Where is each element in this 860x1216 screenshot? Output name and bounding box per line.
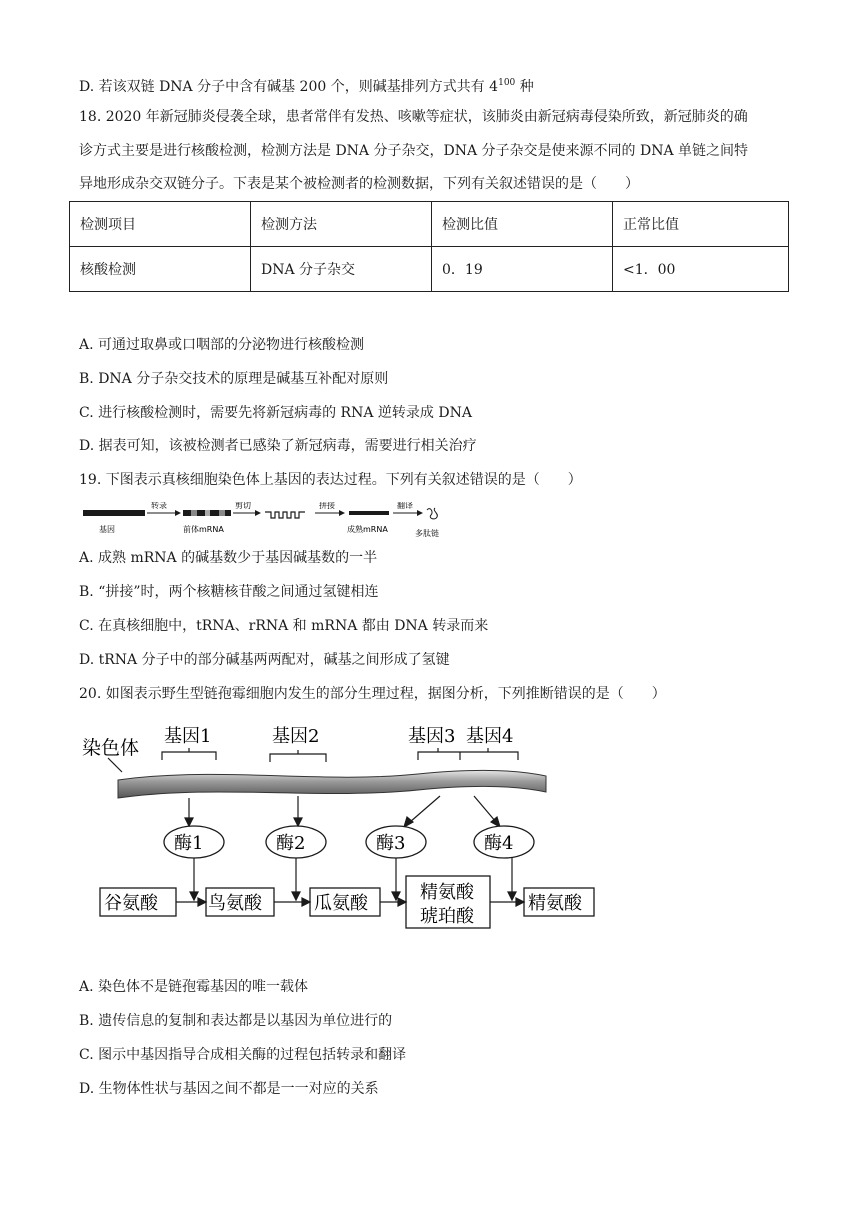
q18-data-table [69,201,789,292]
cut-mrna-fragments [265,512,305,518]
flow-label-transcription: 转录 [151,502,167,510]
q20-stem: 20. 如图表示野生型链孢霉细胞内发生的部分生理过程，据图分析，下列推断错误的是（ ） [79,686,666,702]
table-cell: 0．19 [432,247,613,292]
q18-option-c: C. 进行核酸检测时，需要先将新冠病毒的 RNA 逆转录成 DNA [79,405,472,421]
substance-label-3: 瓜氨酸 [314,893,368,914]
gene-bracket-3-4 [418,748,518,760]
chromosome-pointer [108,758,122,772]
table-header-cell: 正常比值 [613,202,789,247]
table-header-row [70,202,789,247]
q17-option-d [79,77,534,97]
gene-label-2: 基因2 [272,726,320,747]
gene-label-3: 基因3 [408,726,456,747]
flow-label-cut: 剪切 [235,502,251,510]
table-header-cell: 检测比值 [432,202,613,247]
table-header-cell: 检测项目 [70,202,251,247]
flow-label-translation: 翻译 [397,502,413,510]
chromosome-label: 染色体 [82,737,140,759]
q17-option-d-text: D. 若该双链 DNA 分子中含有碱基 200 个，则碱基排列方式共有 4 [79,79,499,95]
gene-expression-flow-diagram [83,502,453,538]
enzyme-label-3: 酶3 [376,833,406,854]
flow-label-splice: 拼接 [319,502,335,510]
q19-option-c: C. 在真核细胞中，tRNA、rRNA 和 mRNA 都由 DNA 转录而来 [79,618,489,634]
q19-option-b: B. “拼接”时，两个核糖核苷酸之间通过氢键相连 [79,584,379,600]
table-row [70,247,789,292]
gene-to-enzyme-arrows [185,796,500,827]
q20-option-c: C. 图示中基因指导合成相关酶的过程包括转录和翻译 [79,1047,407,1063]
enzyme-label-4: 酶4 [484,833,514,854]
table-cell: 核酸检测 [70,247,251,292]
gene-bracket-1 [162,748,216,760]
flow-label-polypeptide: 多肽链 [415,529,439,538]
flow-label-gene: 基因 [99,525,115,534]
gene-label-4: 基因4 [466,726,514,747]
substance-label-6: 精氨酸 [528,893,582,914]
q19-option-a: A. 成熟 mRNA 的碱基数少于基因碱基数的一半 [79,550,378,566]
pre-mrna-bar [183,510,231,516]
q19-option-d: D. tRNA 分子中的部分碱基两两配对，碱基之间形成了氢键 [79,652,450,668]
substance-label-1: 谷氨酸 [104,893,158,914]
substance-label-2: 鸟氨酸 [208,893,262,914]
q19-stem: 19. 下图表示真核细胞染色体上基因的表达过程。下列有关叙述错误的是（ ） [79,472,582,488]
gene-bracket-2 [270,750,326,762]
gene-label-1: 基因1 [164,726,212,747]
chromosome-body [118,770,546,798]
substance-label-5: 琥珀酸 [420,906,474,927]
q18-option-d: D. 据表可知，该被检测者已感染了新冠病毒，需要进行相关治疗 [79,438,477,454]
flow-label-mature-mrna: 成熟mRNA [347,525,388,534]
q20-option-d: D. 生物体性状与基因之间不都是一一对应的关系 [79,1081,379,1097]
table-header-cell: 检测方法 [251,202,432,247]
q18-option-a: A. 可通过取鼻或口咽部的分泌物进行核酸检测 [79,337,365,353]
gene-bar [83,510,145,516]
q18-stem-line-2: 诊方式主要是进行核酸检测，检测方法是 DNA 分子杂交，DNA 分子杂交是使来源不同的 DNA 单链之间特 [79,143,749,159]
mature-mrna-bar [349,511,389,515]
q17-option-d-exponent: 100 [498,78,516,88]
table-cell: <1．00 [613,247,789,292]
metabolic-pathway-diagram [78,718,598,936]
q20-option-a: A. 染色体不是链孢霉基因的唯一载体 [79,979,309,995]
q20-option-b: B. 遗传信息的复制和表达都是以基因为单位进行的 [79,1013,393,1029]
q17-option-d-tail: 种 [515,79,534,95]
q18-option-b: B. DNA 分子杂交技术的原理是碱基互补配对原则 [79,371,389,387]
enzyme-label-1: 酶1 [174,833,204,854]
enzyme-label-2: 酶2 [276,833,306,854]
q18-stem-line-1: 18. 2020 年新冠肺炎侵袭全球，患者常伴有发热、咳嗽等症状，该肺炎由新冠病毒侵染所致，新冠肺炎的确 [79,109,748,125]
table-cell: DNA 分子杂交 [251,247,432,292]
polypeptide-icon [427,508,437,519]
substance-label-4: 精氨酸 [420,882,474,903]
flow-label-pre-mrna: 前体mRNA [183,525,224,534]
q18-stem-line-3: 异地形成杂交双链分子。下表是某个被检测者的检测数据，下列有关叙述错误的是（ ） [79,176,639,192]
